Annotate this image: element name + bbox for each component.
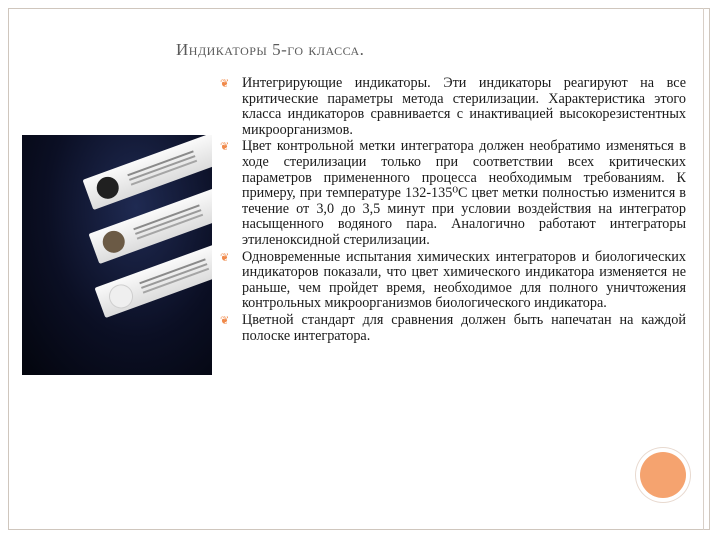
slide-title: Индикаторы 5-го класса. bbox=[176, 40, 365, 59]
bullet-text: Цвет контрольной метки интегратора должен необратимо изменяться в ходе стерилизации только при соответствии всех критических параметров примененного процесса необходимым требованиям. К примеру, при температуре 132-135⁰С цвет метки полностью изменится в течение от 3,0 до 3,5 минут при условии воздействия на интегратор насыщенного водяного пара. Аналогично работают интеграторы этиленоксидной стерилизации. bbox=[242, 138, 686, 248]
integrator-strips-photo bbox=[22, 135, 212, 375]
leaf-bullet-icon: ❦ bbox=[220, 78, 230, 90]
leaf-bullet-icon: ❦ bbox=[220, 251, 230, 264]
leaf-bullet-icon: ❦ bbox=[220, 141, 230, 154]
bullet-text: Интегрирующие индикаторы. Эти индикаторы реагируют на все критические параметры метода стерилизации. Характеристика этого класса индикаторов сравнивается с инактивацией высокорезистентных микроорганизмов. bbox=[242, 75, 686, 138]
bullet-text: Цветной стандарт для сравнения должен быть напечатан на каждой полоске интегратора. bbox=[242, 311, 686, 344]
bullet-item bbox=[218, 250, 686, 312]
decorative-circle bbox=[640, 452, 686, 498]
bullet-item bbox=[218, 139, 686, 248]
bullet-text: Одновременные испытания химических интеграторов и биологических индикаторов показали, что цвет химического индикатора изменяется не раньше, чем пройдет время, необходимое для полного уничтожения контрольных микроорганизмов биологического индикатора. bbox=[242, 248, 686, 312]
slide-divider bbox=[703, 8, 704, 530]
bullet-item bbox=[218, 313, 686, 344]
leaf-bullet-icon: ❦ bbox=[220, 314, 230, 327]
bullet-list bbox=[218, 76, 686, 345]
bullet-item bbox=[218, 76, 686, 138]
